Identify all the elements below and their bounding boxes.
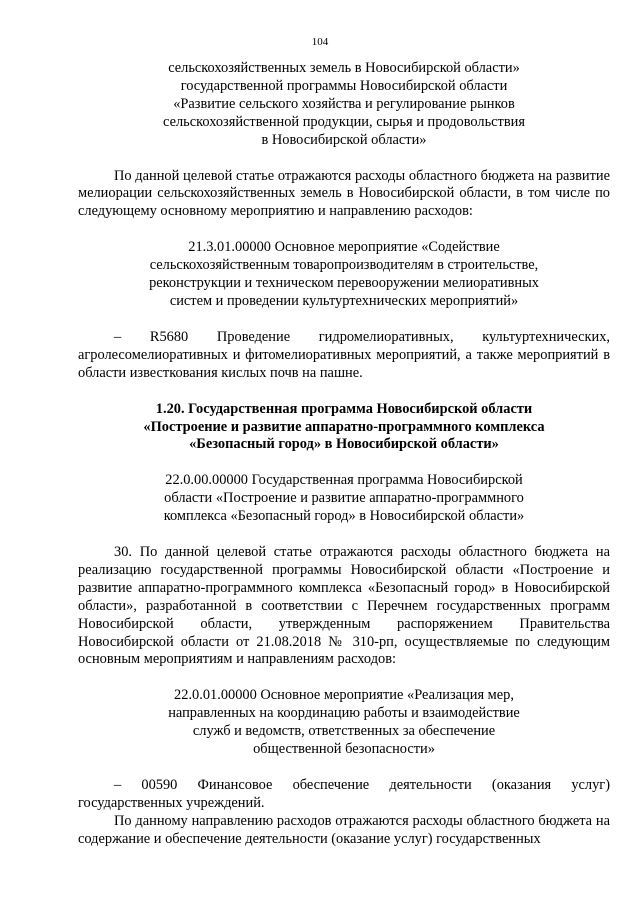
heading-line: «Безопасный город» в Новосибирской области»	[189, 436, 499, 453]
heading-line: сельскохозяйственным товаропроизводителям в строительстве,	[149, 257, 539, 274]
heading-line: комплекса «Безопасный город» в Новосибирской области»	[163, 508, 525, 525]
measure-heading-1	[78, 239, 610, 311]
heading-line: в Новосибирской области»	[261, 131, 427, 148]
heading-line: систем и проведении культуртехнических мероприятий»	[169, 292, 519, 309]
section-heading-top	[78, 60, 610, 150]
heading-line: «Построение и развитие аппаратно-программного комплекса	[143, 418, 545, 435]
heading-line: сельскохозяйственных земель в Новосибирской области»	[168, 60, 520, 76]
heading-line: служб и ведомств, ответственных за обеспечение	[192, 723, 496, 740]
program-code-heading	[78, 472, 610, 526]
program-heading	[78, 401, 610, 455]
paragraph-3: 30. По данной целевой статье отражаются расходы областного бюджета на реализацию государственной программы Новосибирской области «Построение и развитие аппаратно-программного комплекса «Безопасный город» в Новосибирской области», разработанной в соответствии с Перечнем государственных программ Новосибирской области, утвержденным распоряжением Правительства Новосибирской области от 21.08.2018 № 310-рп, осуществляемые по следующим основным мероприятиям и направлениям расходов:	[78, 544, 610, 668]
paragraph-1: По данной целевой статье отражаются расходы областного бюджета на развитие мелиорации сельскохозяйственных земель в Новосибирской области, в том числе по следующему основному мероприятию и направлению расходов:	[78, 167, 610, 220]
heading-line: 21.3.01.00000 Основное мероприятие «Содействие	[188, 239, 500, 256]
page-number: 104	[311, 36, 329, 48]
heading-line: «Развитие сельского хозяйства и регулирование рынков	[173, 95, 515, 112]
heading-line: общественной безопасности»	[253, 741, 435, 758]
heading-line: государственной программы Новосибирской области	[180, 77, 508, 94]
paragraph-5: По данному направлению расходов отражаются расходы областного бюджета на содержание и обеспечение деятельности (оказание услуг) государственных	[78, 812, 610, 847]
page-content	[78, 60, 610, 849]
heading-line: реконструкции и техническом перевооружении мелиоративных	[149, 275, 539, 292]
heading-line: сельскохозяйственной продукции, сырья и продовольствия	[163, 113, 525, 130]
heading-line: 1.20. Государственная программа Новосибирской области	[155, 400, 533, 417]
heading-line: 22.0.01.00000 Основное мероприятие «Реализация мер,	[174, 687, 514, 704]
measure-heading-2	[78, 687, 610, 759]
heading-line: направленных на координацию работы и взаимодействие	[168, 705, 520, 722]
paragraph-2: – R5680 Проведение гидромелиоративных, культуртехнических, агролесомелиоративных и фитомелиоративных мероприятий, а также мероприятий в области известкования кислых почв на пашне.	[78, 328, 610, 381]
heading-line: 22.0.00.00000 Государственная программа Новосибирской	[165, 472, 523, 489]
paragraph-4: – 00590 Финансовое обеспечение деятельности (оказания услуг) государственных учреждений.	[78, 777, 610, 811]
heading-line: области «Построение и развитие аппаратно-программного	[164, 490, 524, 507]
